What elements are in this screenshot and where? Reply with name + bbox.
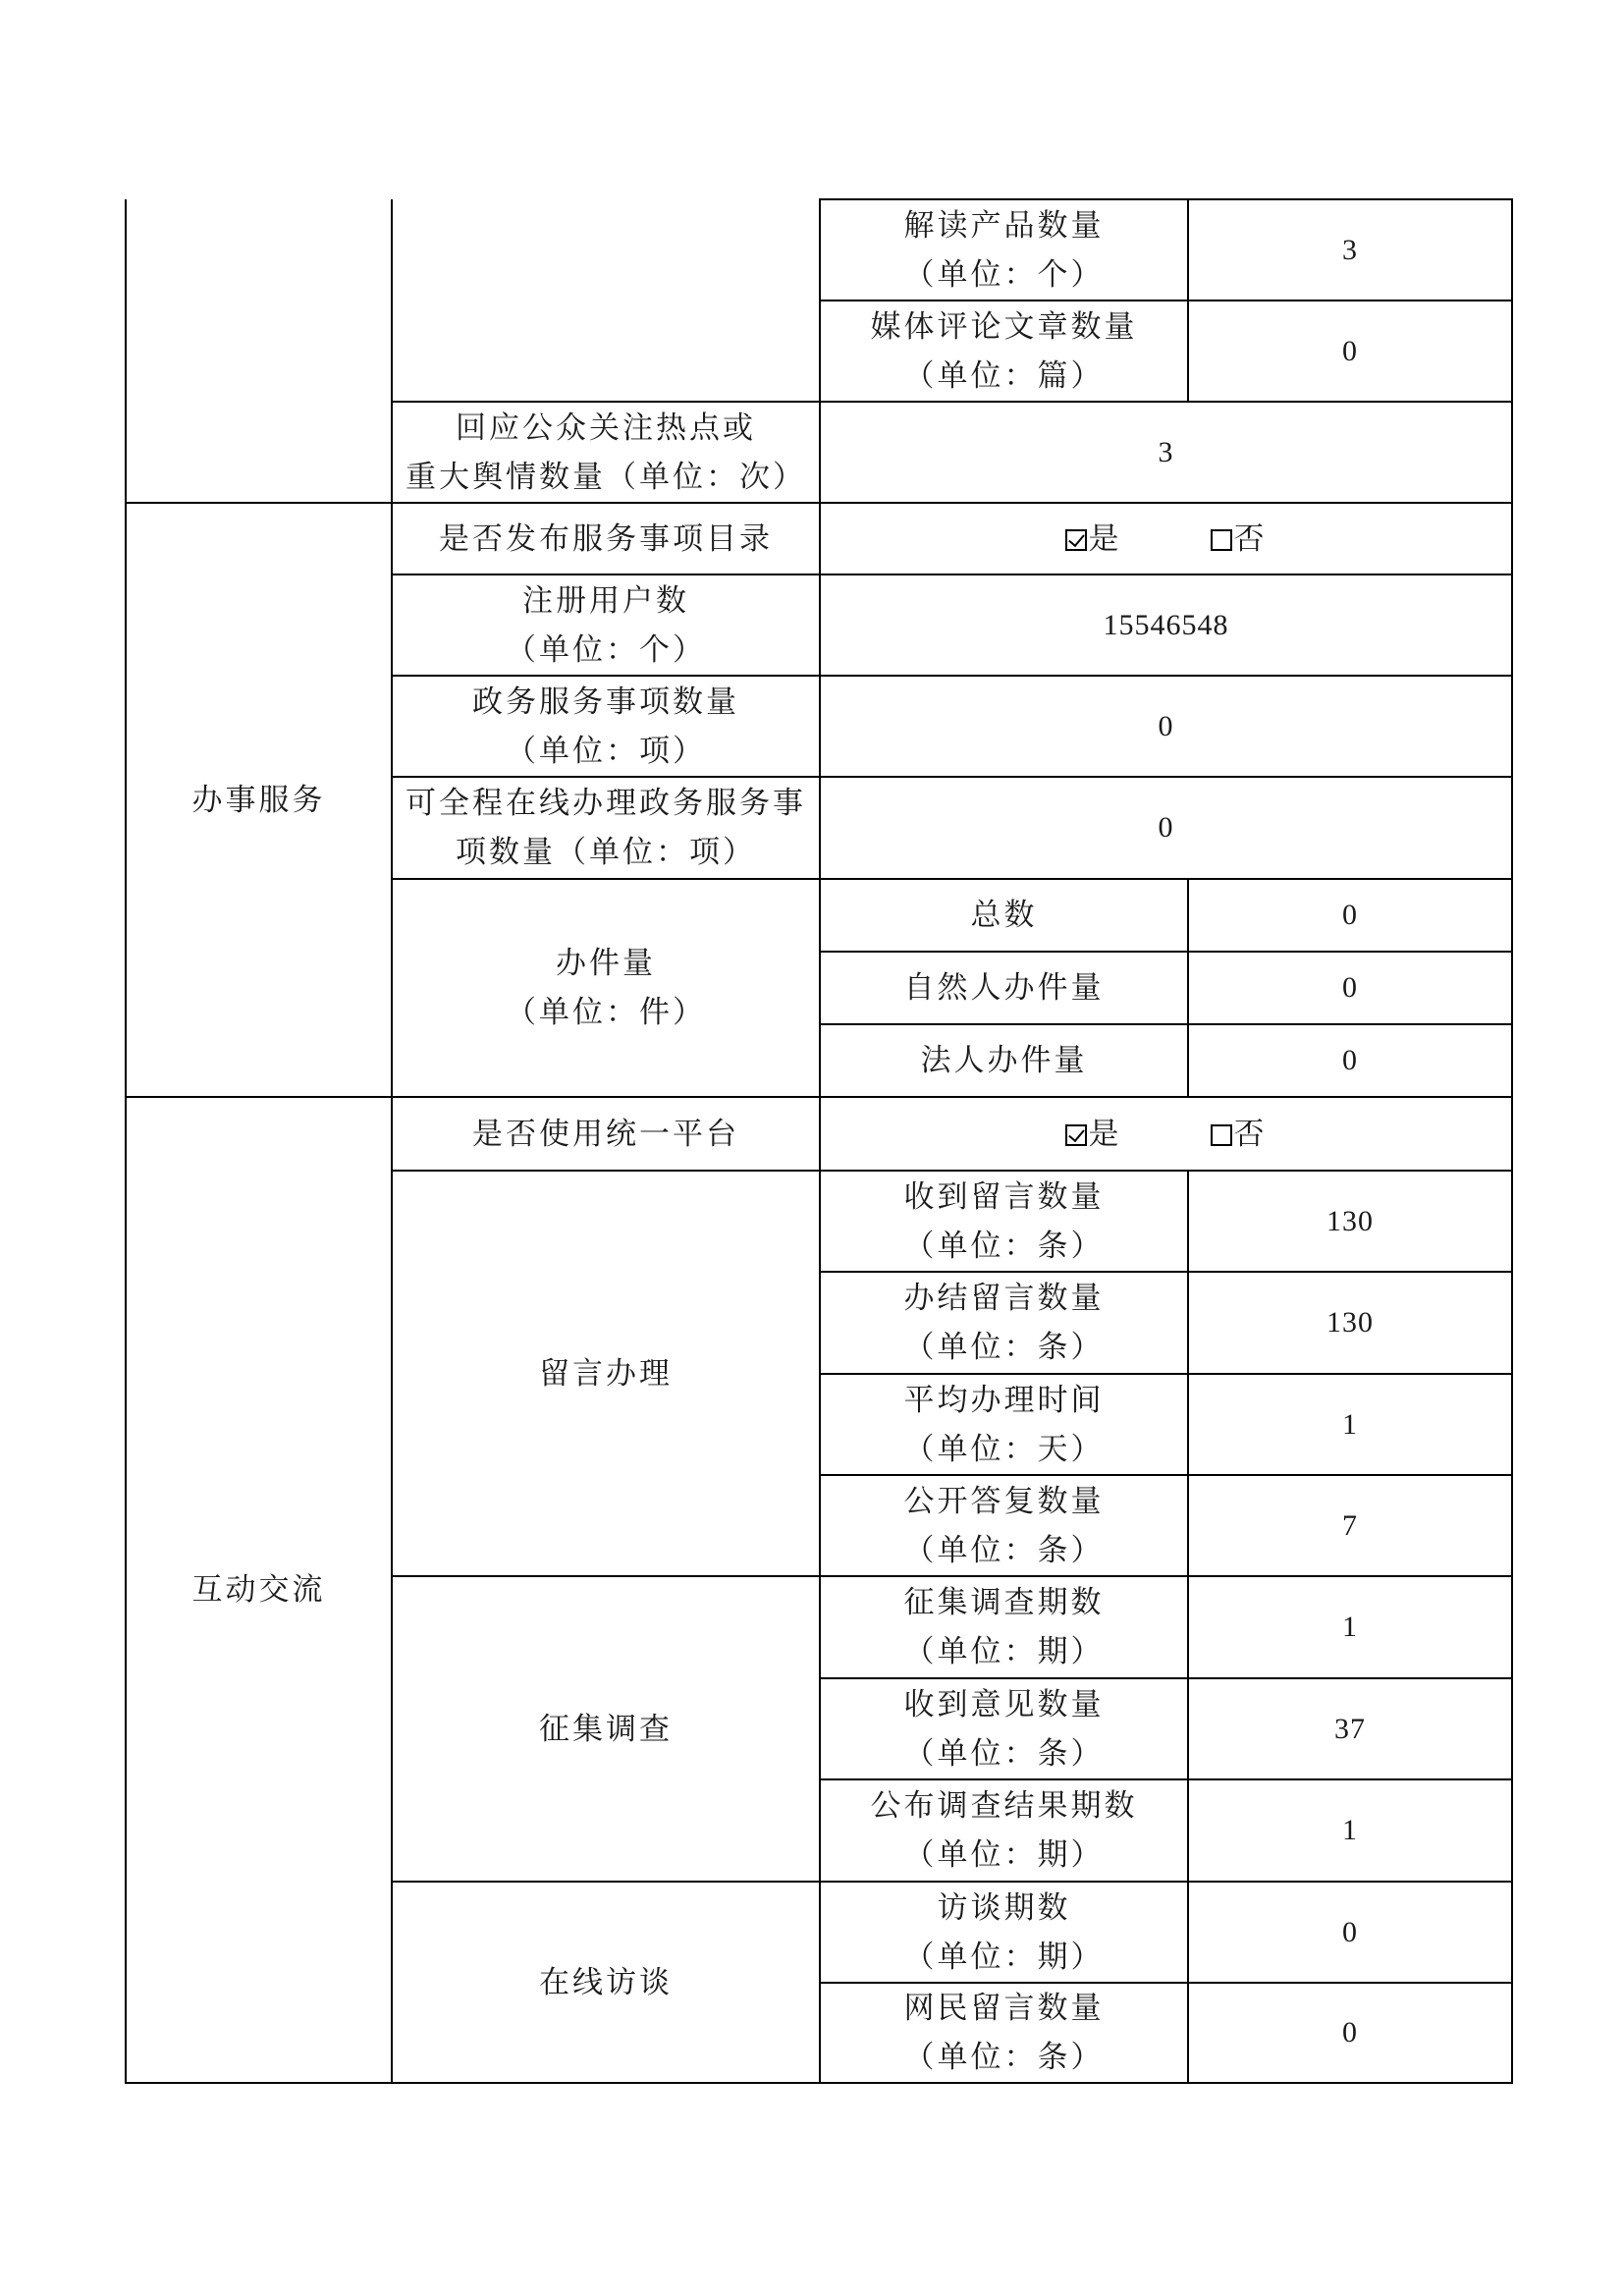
messages-row-value: 130 <box>1188 1272 1512 1374</box>
label-line-2: （单位：期） <box>903 1837 1105 1873</box>
label-line-2: （单位：篇） <box>903 357 1105 394</box>
messages-title: 留言办理 <box>392 1171 820 1576</box>
choice-no-label: 否 <box>1233 1116 1268 1152</box>
handling-row-value: 0 <box>1188 1024 1512 1097</box>
choice-yes-label: 是 <box>1088 1116 1122 1152</box>
label-line-2: 项数量（单位：项） <box>456 835 756 870</box>
messages-row-label <box>820 1171 1188 1272</box>
label-line-2: （单位：条） <box>903 1532 1105 1568</box>
label-line-1: 可全程在线办理政务服务事 <box>406 786 806 821</box>
survey-row-label <box>820 1779 1188 1882</box>
interview-row-value: 0 <box>1188 1882 1512 1983</box>
label-line-2: 重大舆情数量（单位：次） <box>406 459 806 495</box>
interpret-count-label <box>820 199 1188 301</box>
subsection-cell-continued <box>392 199 820 402</box>
handling-row-label: 总数 <box>820 879 1188 952</box>
handling-row-value: 0 <box>1188 952 1512 1024</box>
catalog-label: 是否发布服务事项目录 <box>392 503 820 574</box>
label-line-2: （单位：个） <box>903 256 1105 293</box>
label-line-1: 访谈期数 <box>937 1889 1071 1926</box>
label-line-2: （单位：个） <box>506 631 706 668</box>
survey-row-value: 37 <box>1188 1678 1512 1779</box>
label-line-1: 政务服务事项数量 <box>472 683 739 720</box>
label-line-1: 公开答复数量 <box>903 1483 1105 1519</box>
label-line-1: 网民留言数量 <box>903 1991 1105 2026</box>
users-value: 15546548 <box>820 574 1512 676</box>
label-line-1: 办结留言数量 <box>903 1281 1105 1316</box>
survey-row-value: 1 <box>1188 1779 1512 1882</box>
hotspot-label <box>392 402 820 503</box>
label-line-1: 媒体评论文章数量 <box>870 308 1138 345</box>
messages-row-label <box>820 1272 1188 1374</box>
users-label <box>392 574 820 676</box>
media-count-value: 0 <box>1188 301 1512 402</box>
label-line-1: 收到留言数量 <box>903 1178 1105 1215</box>
choice-yes[interactable] <box>1065 515 1122 564</box>
checked-box-icon[interactable] <box>1065 1124 1087 1146</box>
interview-row-value: 0 <box>1188 1983 1512 2083</box>
messages-row-value: 1 <box>1188 1374 1512 1475</box>
label-line-1: 回应公众关注热点或 <box>456 410 756 446</box>
online-items-label <box>392 777 820 879</box>
choice-yes-label: 是 <box>1088 520 1122 557</box>
label-line-1: 公布调查结果期数 <box>870 1788 1138 1824</box>
label-line-1: 注册用户数 <box>522 582 689 619</box>
interview-row-label <box>820 1983 1188 2083</box>
checkbox-icon[interactable] <box>1211 529 1232 551</box>
interview-title: 在线访谈 <box>392 1882 820 2083</box>
survey-title: 征集调查 <box>392 1576 820 1882</box>
handling-label <box>392 879 820 1097</box>
survey-row-label <box>820 1678 1188 1779</box>
section-title-service: 办事服务 <box>126 503 392 1097</box>
platform-label: 是否使用统一平台 <box>392 1097 820 1171</box>
choice-yes[interactable] <box>1065 1110 1122 1159</box>
platform-choice <box>820 1097 1512 1171</box>
label-line-1: 平均办理时间 <box>903 1382 1105 1418</box>
label-line-1: 征集调查期数 <box>903 1585 1105 1620</box>
items-label <box>392 676 820 777</box>
handling-row-value: 0 <box>1188 879 1512 952</box>
label-line-2: （单位：条） <box>903 2040 1105 2075</box>
label-line-1: 解读产品数量 <box>903 207 1105 244</box>
table-row <box>126 199 1512 301</box>
table-row <box>126 503 1512 574</box>
label-line-1: 收到意见数量 <box>903 1686 1105 1722</box>
label-line-2: （单位：件） <box>506 995 706 1030</box>
messages-row-label <box>820 1475 1188 1576</box>
messages-row-label <box>820 1374 1188 1475</box>
choice-no[interactable] <box>1211 515 1268 564</box>
catalog-choice <box>820 503 1512 574</box>
online-items-value: 0 <box>820 777 1512 879</box>
label-line-2: （单位：条） <box>903 1228 1105 1264</box>
checkbox-icon[interactable] <box>1211 1124 1232 1146</box>
label-line-2: （单位：天） <box>903 1431 1105 1467</box>
messages-row-value: 130 <box>1188 1171 1512 1272</box>
label-line-1: 办件量 <box>556 946 656 981</box>
checked-box-icon[interactable] <box>1065 529 1087 551</box>
label-line-2: （单位：条） <box>903 1735 1105 1772</box>
media-count-label <box>820 301 1188 402</box>
label-line-2: （单位：项） <box>506 733 706 769</box>
interpret-count-value: 3 <box>1188 199 1512 301</box>
messages-row-value: 7 <box>1188 1475 1512 1576</box>
items-value: 0 <box>820 676 1512 777</box>
section-title-interaction: 互动交流 <box>126 1097 392 2083</box>
hotspot-value: 3 <box>820 402 1512 503</box>
label-line-2: （单位：期） <box>903 1939 1105 1975</box>
section-cell-continued <box>126 199 392 503</box>
table-row <box>126 1097 1512 1171</box>
label-line-2: （单位：条） <box>903 1330 1105 1365</box>
handling-row-label: 法人办件量 <box>820 1024 1188 1097</box>
handling-row-label: 自然人办件量 <box>820 952 1188 1024</box>
choice-no[interactable] <box>1211 1110 1268 1159</box>
label-line-2: （单位：期） <box>903 1634 1105 1669</box>
government-affairs-report-table <box>125 198 1513 2084</box>
choice-no-label: 否 <box>1233 520 1268 557</box>
survey-row-label <box>820 1576 1188 1678</box>
interview-row-label <box>820 1882 1188 1983</box>
survey-row-value: 1 <box>1188 1576 1512 1678</box>
